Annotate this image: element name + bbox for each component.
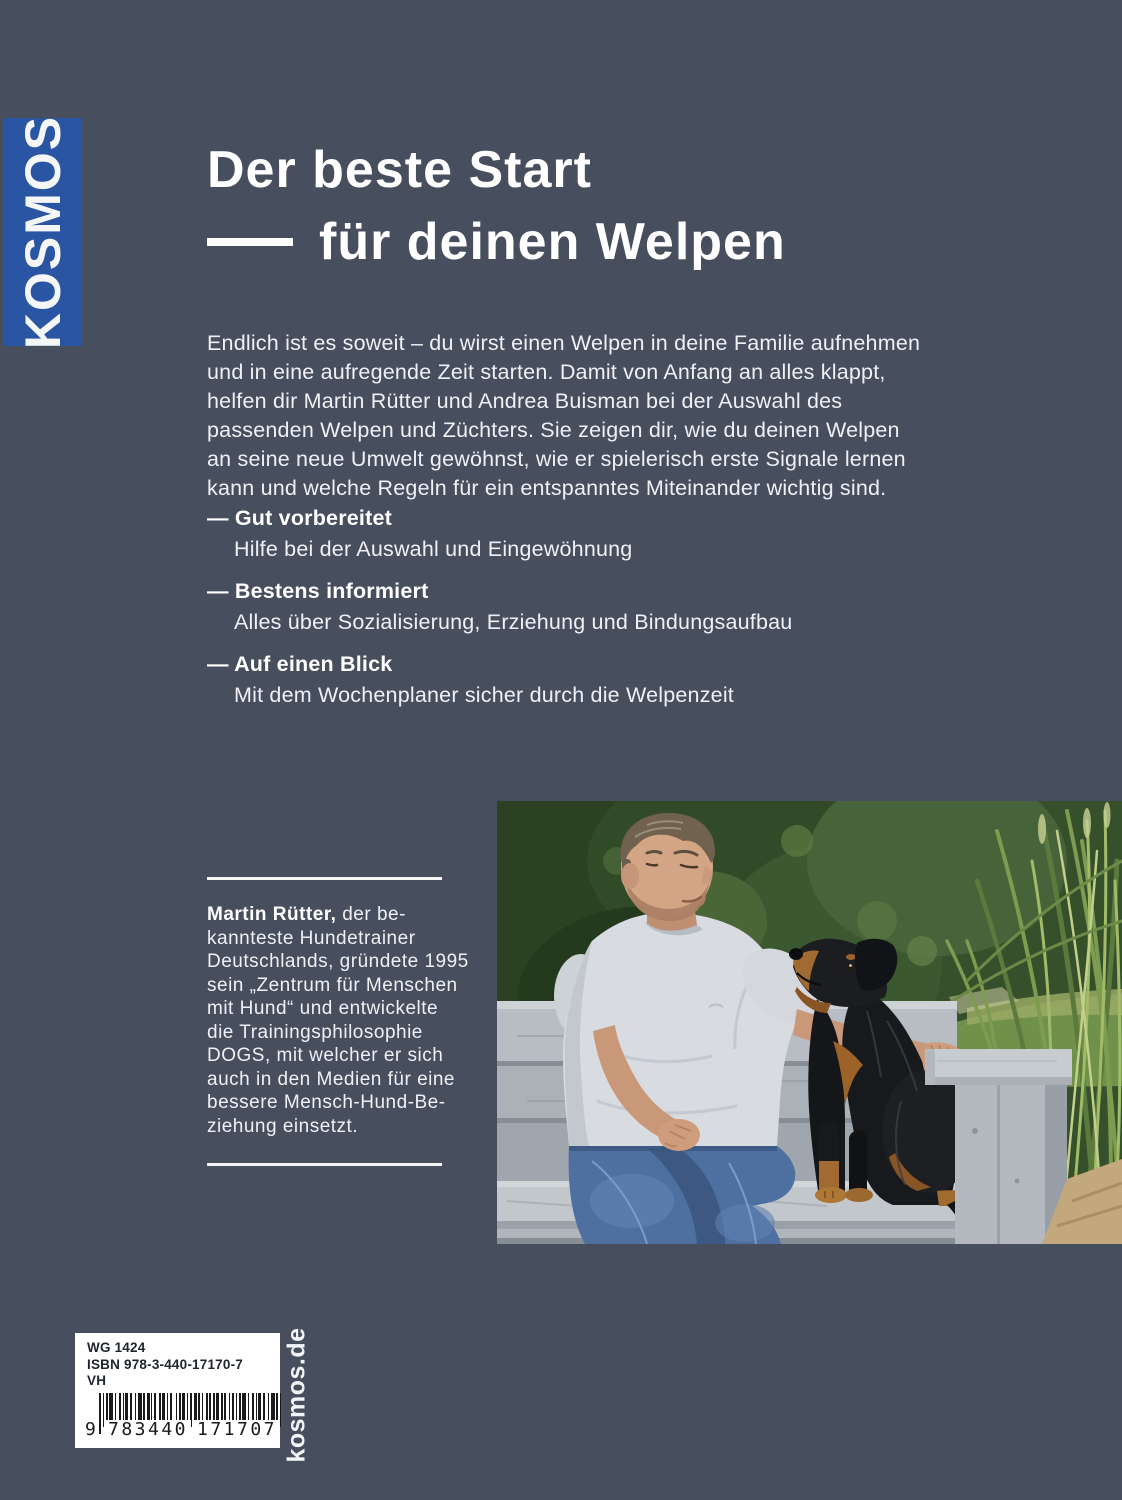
bio-line: ziehung einsetzt.: [207, 1115, 359, 1137]
bio-line: mit Hund“ und entwickelte: [207, 998, 439, 1019]
intro-line: helfen dir Martin Rütter und Andrea Buisman bei der Auswahl des: [207, 389, 843, 413]
feature-item: [207, 649, 792, 711]
bio-line-rest: der be-: [336, 904, 406, 925]
feature-heading: — Gut vorbereitet: [207, 506, 392, 530]
intro-paragraph: [207, 329, 920, 503]
intro-line: kann und welche Regeln für ein entspanntes Miteinander wichtig sind.: [207, 476, 887, 500]
barcode-digits-group2: 171707: [194, 1420, 280, 1439]
author-bio: [207, 903, 469, 1138]
barcode-digits-group1: 783440: [105, 1420, 191, 1439]
feature-text: Hilfe bei der Auswahl und Eingewöhnung: [234, 537, 633, 561]
website-url-text: kosmos.de: [282, 1327, 311, 1463]
kosmos-logo: [3, 114, 82, 350]
barcode-box: [75, 1333, 280, 1448]
bio-line: Deutschlands, gründete 1995: [207, 951, 469, 972]
barcode-wg: WG 1424: [87, 1340, 146, 1355]
bio-line: bessere Mensch-Hund-Be-: [207, 1092, 446, 1113]
barcode-bars: [85, 1393, 278, 1440]
barcode-isbn: ISBN 978-3-440-17170-7: [87, 1356, 243, 1372]
barcode-vh: VH: [87, 1373, 107, 1388]
feature-item: [207, 576, 792, 638]
intro-line: und in eine aufregende Zeit starten. Damit von Anfang an alles klappt,: [207, 360, 886, 384]
author-photo: [497, 801, 1122, 1244]
feature-item: [207, 503, 792, 565]
photo-illustration: [497, 801, 1122, 1244]
bio-rule-top: [207, 877, 442, 880]
feature-heading: — Auf einen Blick: [207, 652, 393, 676]
title-line-2-text: für deinen Welpen: [319, 213, 786, 271]
feature-text: Alles über Sozialisierung, Erziehung und Bindungsaufbau: [234, 610, 793, 634]
bio-line: die Trainingsphilosophie: [207, 1021, 423, 1043]
barcode-digit-left: 9: [85, 1418, 96, 1440]
bio-line: sein „Zentrum für Menschen: [207, 974, 458, 996]
title-line-1: Der beste Start: [207, 141, 592, 199]
author-name: Martin Rütter,: [207, 904, 337, 925]
intro-line: passenden Welpen und Züchters. Sie zeigen dir, wie du deinen Welpen: [207, 418, 900, 442]
bio-line: kannteste Hundetrainer: [207, 927, 416, 949]
title-dash: [207, 238, 293, 246]
page-title: [207, 134, 786, 278]
intro-line: an seine neue Umwelt gewöhnst, wie er spielerisch erste Signale lernen: [207, 447, 906, 471]
bio-line: DOGS, mit welcher er sich: [207, 1045, 444, 1066]
kosmos-logo-text: KOSMOS: [14, 114, 71, 350]
barcode-guard: [99, 1423, 101, 1434]
website-url: [281, 1324, 313, 1466]
feature-text: Mit dem Wochenplaner sicher durch die Welpenzeit: [234, 683, 734, 707]
bio-line: [207, 903, 469, 927]
feature-list: [207, 503, 792, 722]
intro-line: Endlich ist es soweit – du wirst einen Welpen in deine Familie aufnehmen: [207, 331, 921, 355]
title-line-2: [207, 206, 786, 278]
bio-line: auch in den Medien für eine: [207, 1068, 455, 1090]
bio-rule-bottom: [207, 1163, 442, 1166]
feature-heading: — Bestens informiert: [207, 579, 429, 603]
